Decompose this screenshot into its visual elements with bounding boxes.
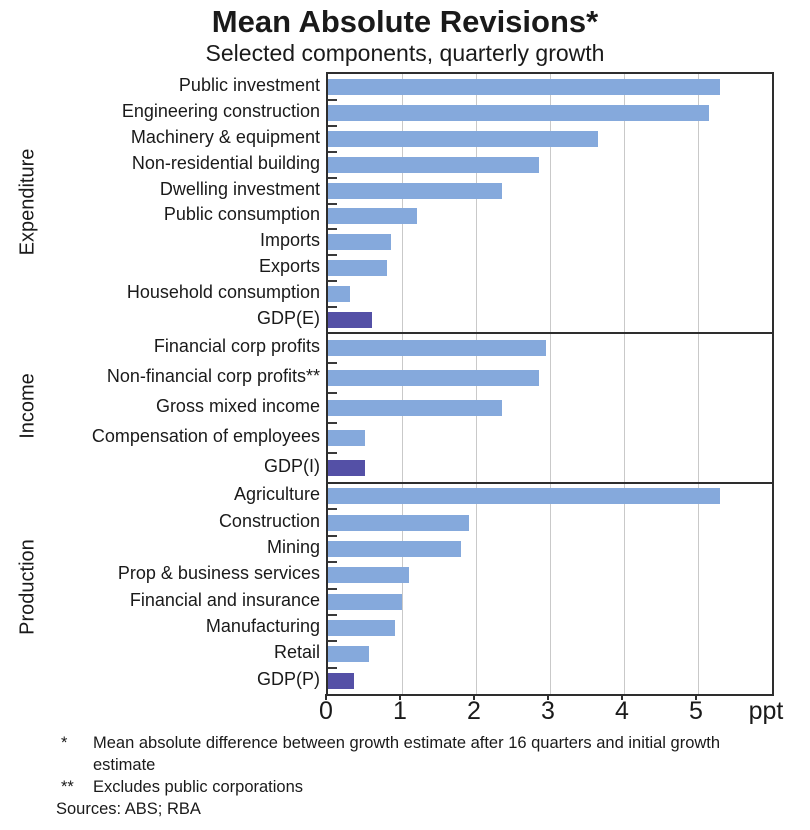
gridline-5	[698, 74, 699, 694]
bar-retail	[328, 646, 369, 662]
category-label: Mining	[266, 536, 320, 557]
y-tick	[328, 151, 337, 153]
category-label: Dwelling investment	[159, 178, 320, 199]
y-tick	[328, 392, 337, 394]
category-label: Public investment	[178, 74, 320, 95]
bar-prop-business-services	[328, 567, 409, 583]
category-label: Compensation of employees	[91, 426, 320, 446]
group-label-production: Production	[16, 538, 39, 635]
category-label: Manufacturing	[205, 616, 320, 637]
bar-non-residential-building	[328, 157, 539, 173]
bar-gross-mixed-income	[328, 400, 502, 416]
y-tick	[328, 535, 337, 537]
y-tick	[328, 422, 337, 424]
bar-agriculture	[328, 488, 720, 504]
footnote-1-text: Mean absolute difference between growth estimate after 16 quarters and initial growth estimate	[93, 734, 721, 774]
bar-public-investment	[328, 79, 720, 95]
sources-line: Sources: ABS; RBA	[56, 800, 201, 818]
category-label: Non-residential building	[131, 152, 320, 173]
category-label: GDP(I)	[264, 456, 320, 476]
footnote-1-marker: *	[61, 734, 68, 752]
category-label: GDP(E)	[257, 308, 320, 329]
y-tick	[328, 177, 337, 179]
bar-dwelling-investment	[328, 183, 502, 199]
footnote-2-marker: **	[61, 778, 74, 796]
footnote-2	[56, 776, 756, 798]
chart-title: Mean Absolute Revisions*	[211, 4, 599, 39]
category-label: Imports	[259, 230, 320, 251]
y-tick	[328, 640, 337, 642]
x-axis-label-3: 3	[541, 697, 555, 725]
bar-public-consumption	[328, 208, 417, 224]
bar-gdp-p-	[328, 673, 354, 689]
bar-mining	[328, 541, 461, 557]
bar-exports	[328, 260, 387, 276]
category-label: Financial and insurance	[129, 589, 320, 610]
x-axis-unit-label: ppt	[748, 697, 784, 725]
y-tick	[328, 280, 337, 282]
category-label: Public consumption	[163, 204, 320, 225]
category-label: Retail	[273, 642, 320, 663]
bar-non-financial-corp-profits-	[328, 370, 539, 386]
x-axis-label-4: 4	[615, 697, 629, 725]
y-tick	[328, 362, 337, 364]
category-label: Non-financial corp profits**	[106, 366, 320, 386]
footnotes	[56, 732, 756, 820]
y-tick	[328, 561, 337, 563]
category-label: Gross mixed income	[155, 396, 320, 416]
category-label: Agriculture	[233, 484, 320, 505]
y-tick	[328, 99, 337, 101]
panel-separator	[326, 332, 774, 334]
y-tick	[328, 508, 337, 510]
y-tick	[328, 254, 337, 256]
bar-manufacturing	[328, 620, 395, 636]
category-label: Household consumption	[126, 282, 320, 303]
x-axis-label-1: 1	[393, 697, 407, 725]
bar-gdp-e-	[328, 312, 372, 328]
category-label: Machinery & equipment	[130, 126, 320, 147]
group-label-income: Income	[16, 373, 39, 439]
bar-imports	[328, 234, 391, 250]
y-tick	[328, 228, 337, 230]
group-label-expenditure: Expenditure	[16, 148, 39, 255]
y-tick	[328, 452, 337, 454]
category-label: Exports	[258, 256, 320, 277]
chart-subtitle: Selected components, quarterly growth	[205, 40, 605, 66]
x-axis-label-2: 2	[467, 697, 481, 725]
plot-area	[326, 72, 774, 696]
footnote-2-text: Excludes public corporations	[93, 778, 304, 796]
category-label: Engineering construction	[121, 100, 320, 121]
bar-gdp-i-	[328, 460, 365, 476]
y-tick	[328, 667, 337, 669]
y-tick	[328, 588, 337, 590]
x-axis-label-0: 0	[319, 697, 333, 725]
panel-separator	[326, 482, 774, 484]
category-label: Construction	[218, 510, 320, 531]
bar-household-consumption	[328, 286, 350, 302]
category-label: GDP(P)	[257, 668, 320, 689]
y-tick	[328, 614, 337, 616]
footnote-1	[56, 732, 756, 776]
bar-machinery-equipment	[328, 131, 598, 147]
category-label: Financial corp profits	[153, 336, 320, 356]
bar-construction	[328, 515, 469, 531]
y-tick	[328, 203, 337, 205]
y-tick	[328, 125, 337, 127]
bar-financial-and-insurance	[328, 594, 402, 610]
x-axis-label-5: 5	[689, 697, 703, 725]
gridline-3	[550, 74, 551, 694]
bar-financial-corp-profits	[328, 340, 546, 356]
bar-compensation-of-employees	[328, 430, 365, 446]
category-label: Prop & business services	[117, 563, 320, 584]
y-tick	[328, 306, 337, 308]
gridline-4	[624, 74, 625, 694]
bar-engineering-construction	[328, 105, 709, 121]
